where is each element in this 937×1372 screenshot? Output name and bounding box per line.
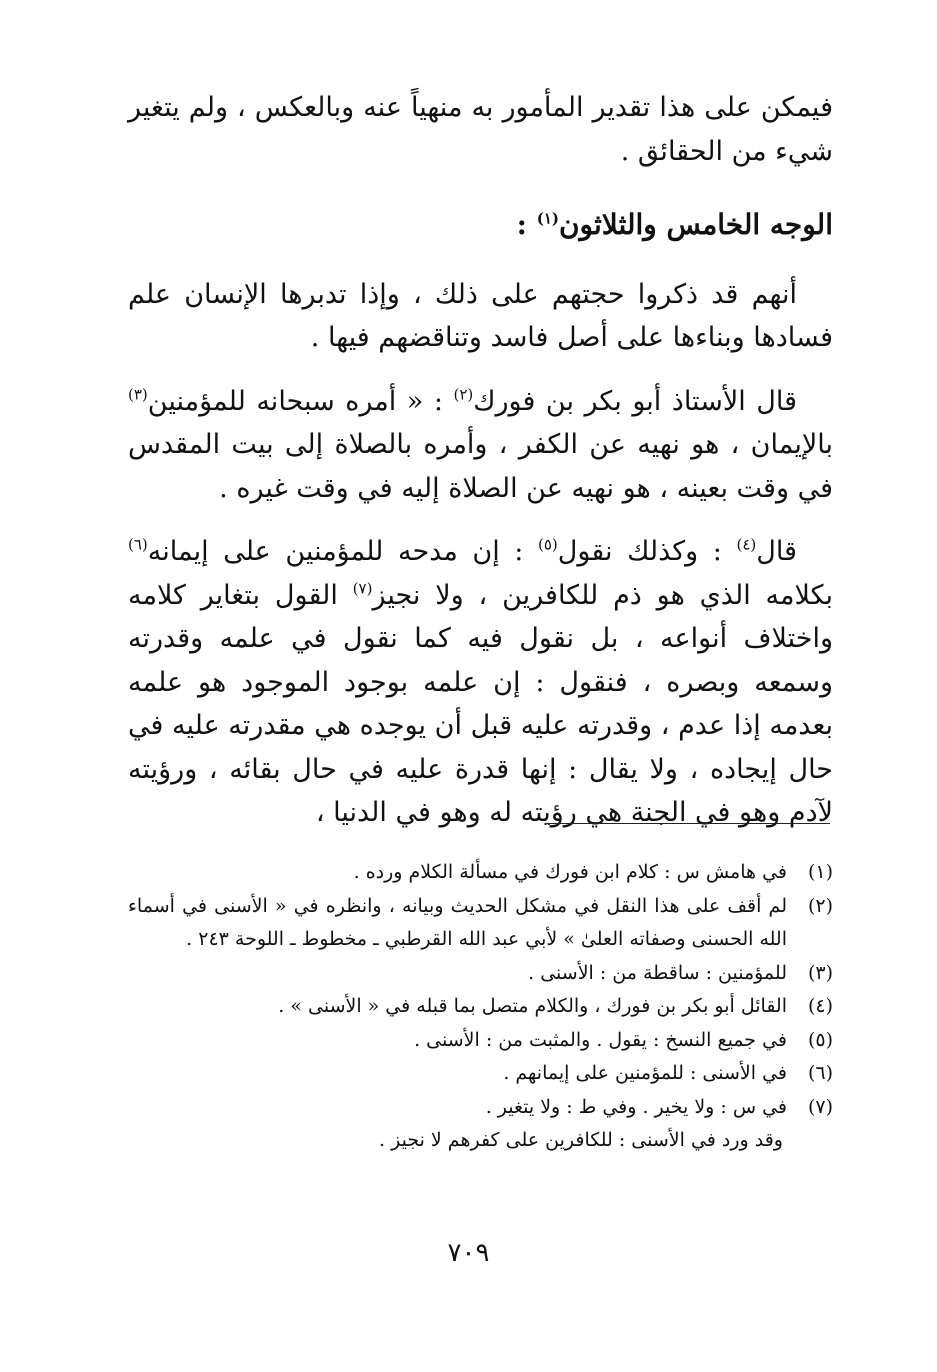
footnote-number: (٥) [807,1028,833,1051]
footnote-text: القائل أبو بكر بن فورك ، والكلام متصل بما قبله في « الأسنى » . [278,995,787,1017]
paragraph-1: فيمكن على هذا تقدير المأمور به منهياً عنه وبالعكس ، ولم يتغير شيء من الحقائق . [128,92,833,167]
footnote-number: (٧) [807,1095,833,1118]
footnote-5 [128,1024,833,1058]
footnote-4 [128,990,833,1024]
footnote-2 [128,890,833,957]
footnote-ref-3[interactable]: (٣) [128,385,148,403]
footnote-ref-2[interactable]: (٢) [453,385,474,403]
footnote-text: في س : ولا يخير . وفي ط : ولا يتغير . [485,1095,787,1118]
footnote-number: (٣) [807,961,833,984]
footnote-ref-1[interactable]: (١) [536,209,559,228]
footnote-text: في جميع النسخ : يقول . والمثبت من : الأسنى . [414,1028,787,1051]
footnote-3 [128,957,833,991]
footnote-1 [128,856,833,890]
footnotes [128,856,833,1158]
footnote-number: (٦) [807,1062,833,1084]
heading-text: الوجه الخامس والثلاثون [558,208,833,241]
paragraph-3: قال الأستاذ أبو بكر بن فورك$^{(٢)}$ : « أمره سبحانه للمؤمنين$^{(٣)}$ بالإيمان ، هو نهيه عن الكفر ، وأمره بالصلاة إلى بيت المقدس في وقت بعينه ، هو نهيه عن الصلاة إليه في وقت غيره . [128,385,834,504]
footnote-6 [128,1057,833,1091]
main-text [128,86,833,835]
paragraph-2: أنهم قد ذكروا حجتهم على ذلك ، وإذا تدبرها الإنسان علم فسادها وبناءها على أصل فاسد وتناقضهم فيها . [128,278,833,353]
footnote-7 [128,1091,833,1125]
footnote-text: في هامش س : كلام ابن فورك في مسألة الكلام ورده . [353,861,787,883]
paragraph-4: قال$^{(٤)}$ : وكذلك نقول$^{(٥)}$ : إن مدحه للمؤمنين على إيمانه$^{(٦)}$ بكلامه الذي هو ذم للكافرين ، ولا نجيز$^{(٧)}$ القول بتغاير كلامه واختلاف أنواعه ، بل نقول فيه كما نقول في علمه وقدرته وسمعه وبصره ، فنقول : إن علمه بوجود الموجود هو علمه بعدمه إذا عدم ، وقدرته عليه قبل أن يوجده هي مقدرته عليه في حال إيجاده ، ولا يقال : إنها قدرة عليه في حال بقائه ، ورؤيته لآدم وهو في الجنة هي رؤيته له وهو في الدنيا ، [128,535,833,828]
footnote-separator [545,823,830,824]
footnote-ref-4[interactable]: (٤) [736,535,757,554]
footnote-text: في الأسنى : للمؤمنين على إيمانهم . [503,1062,787,1084]
footnote-number: (٤) [807,995,833,1017]
footnote-ref-5[interactable]: (٥) [538,535,558,554]
page-number: ٧٠٩ [447,1238,490,1268]
footnote-number: (٢) [807,894,833,917]
footnote-number: (١) [807,861,833,883]
footnote-text: للمؤمنين : ساقطة من : الأسنى . [528,961,787,984]
footnote-ref-6[interactable]: (٦) [128,535,148,554]
section-heading: الوجه الخامس والثلاثون$^{(١)}$ : [516,208,833,241]
footnote-7-continuation: وقد ورد في الأسنى : للكافرين على كفرهم لا نجيز . [379,1129,783,1151]
footnote-ref-7[interactable]: (٧) [352,579,373,597]
footnote-text: لم أقف على هذا النقل في مشكل الحديث وبيانه ، وانظره في « الأسنى في أسماء الله الحسنى وصفاته العلىٰ » لأبي عبد الله القرطبي ـ مخطوط ـ اللوحة ٢٤٣ . [128,894,787,950]
